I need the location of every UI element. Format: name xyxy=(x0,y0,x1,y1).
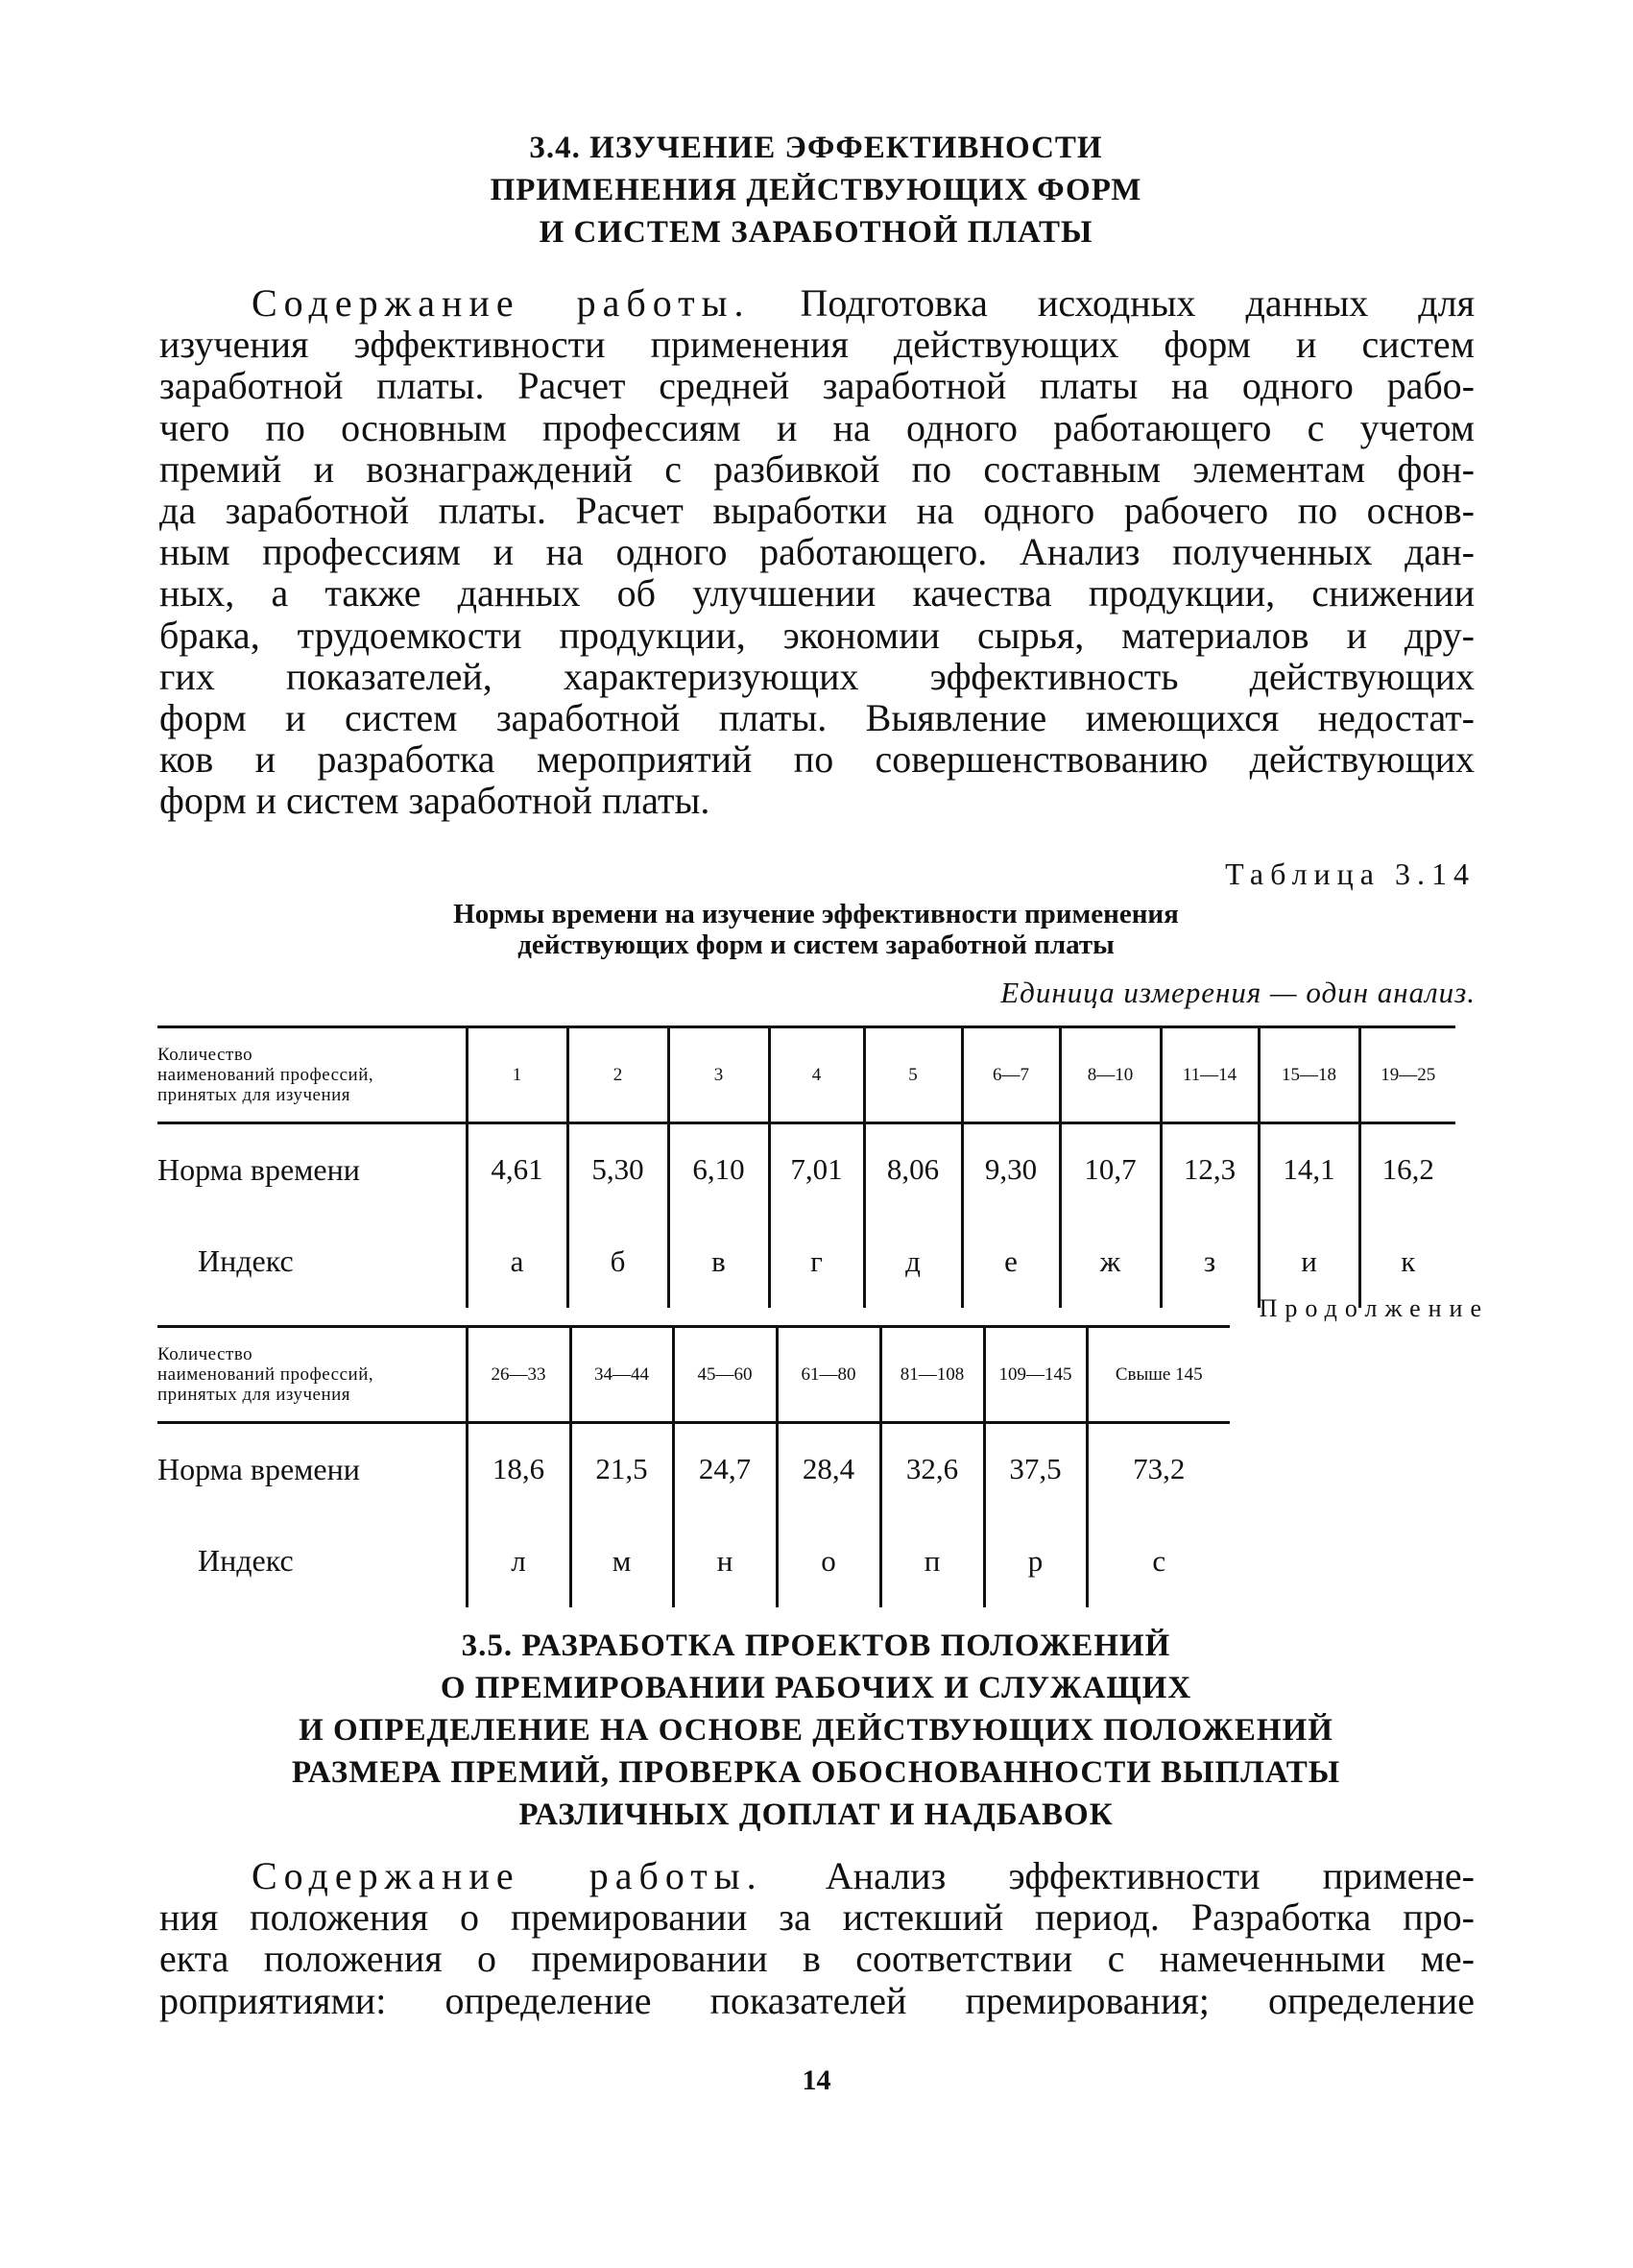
paragraph-line: ния положения о премировании за истекший период. Разработка про- xyxy=(159,1895,1475,1940)
table-cell: с xyxy=(1087,1515,1230,1607)
paragraph-line: екта положения о премировании в соответствии с намеченными ме- xyxy=(159,1937,1475,1981)
table-caption-line: Нормы времени на изучение эффективности применения xyxy=(453,899,1179,929)
row-header-norm: Норма времени xyxy=(157,1151,360,1187)
unit-note: Единица измерения — один анализ. xyxy=(1000,976,1476,1009)
table-cell: о xyxy=(777,1515,880,1607)
paragraph-line: Содержание работы. Анализ эффективности примене- xyxy=(252,1854,1475,1897)
table-cell: 26—33 xyxy=(467,1327,570,1423)
paragraph-line: гих показателей, характеризующих эффективность действующих xyxy=(159,654,1475,698)
section-3-4-title xyxy=(154,127,1478,253)
table-cell: ж xyxy=(1060,1216,1161,1308)
table-cell: 2 xyxy=(567,1027,668,1123)
table-cell: 5 xyxy=(864,1027,962,1123)
table-cell: г xyxy=(769,1216,864,1308)
table-cell: 109—145 xyxy=(984,1327,1087,1423)
table-caption xyxy=(288,899,1344,960)
table-cell: 28,4 xyxy=(777,1423,880,1515)
table-label: Таблица 3.14 xyxy=(1225,857,1476,891)
table-cell: 16,2 xyxy=(1359,1123,1455,1216)
table-cell: и xyxy=(1259,1216,1359,1308)
table-cell: 4,61 xyxy=(467,1123,567,1216)
table-cell: 73,2 xyxy=(1087,1423,1230,1515)
table-cell: л xyxy=(467,1515,570,1607)
table-row xyxy=(157,1027,1455,1123)
paragraph-line: форм и систем заработной платы. xyxy=(159,779,710,823)
table-cell: 3 xyxy=(668,1027,769,1123)
table-row xyxy=(157,1423,1230,1515)
paragraph-line: изучения эффективности применения действующих форм и систем xyxy=(159,323,1475,367)
table-row xyxy=(157,1515,1230,1607)
row-header-index: Индекс xyxy=(198,1543,294,1578)
section-title-line: О ПРЕМИРОВАНИИ РАБОЧИХ И СЛУЖАЩИХ xyxy=(440,1671,1192,1705)
paragraph-line: роприятиями: определение показателей премирования; определение xyxy=(159,1978,1475,2022)
row-header-count: Количество наименований профессий, принятых для изучения xyxy=(157,1027,467,1123)
table-cell: 6,10 xyxy=(668,1123,769,1216)
table-cell: н xyxy=(673,1515,777,1607)
table-cell: д xyxy=(864,1216,962,1308)
page-number: 14 xyxy=(802,2064,831,2096)
table-cell: 7,01 xyxy=(769,1123,864,1216)
norms-table-part2 xyxy=(157,1325,1230,1607)
paragraph-line: брака, трудоемкости продукции, экономии сырья, материалов и дру- xyxy=(159,613,1475,657)
table-cell: 24,7 xyxy=(673,1423,777,1515)
table-cell: 10,7 xyxy=(1060,1123,1161,1216)
row-header-count: Количество наименований профессий, принятых для изучения xyxy=(157,1327,467,1423)
table-cell: 81—108 xyxy=(880,1327,984,1423)
table-cell: 19—25 xyxy=(1359,1027,1455,1123)
table-cell: 1 xyxy=(467,1027,567,1123)
section-title-line: И СИСТЕМ ЗАРАБОТНОЙ ПЛАТЫ xyxy=(539,215,1093,250)
table-cell: 5,30 xyxy=(567,1123,668,1216)
paragraph-line: премий и вознаграждений с разбивкой по составным элементам фон- xyxy=(159,446,1475,491)
section-title-line: 3.5. РАЗРАБОТКА ПРОЕКТОВ ПОЛОЖЕНИЙ xyxy=(461,1629,1171,1663)
section-title-line: И ОПРЕДЕЛЕНИЕ НА ОСНОВЕ ДЕЙСТВУЮЩИХ ПОЛОЖЕНИЙ xyxy=(299,1713,1333,1748)
table-cell: Свыше 145 xyxy=(1087,1327,1230,1423)
paragraph-line: заработной платы. Расчет средней заработной платы на одного рабо- xyxy=(159,364,1475,408)
section-title-line: ПРИМЕНЕНИЯ ДЕЙСТВУЮЩИХ ФОРМ xyxy=(490,173,1142,207)
table-cell: р xyxy=(984,1515,1087,1607)
section-title-line: 3.4. ИЗУЧЕНИЕ ЭФФЕКТИВНОСТИ xyxy=(529,131,1103,165)
row-header-index: Индекс xyxy=(198,1243,294,1278)
table-cell: 15—18 xyxy=(1259,1027,1359,1123)
paragraph-line: Содержание работы. Подготовка исходных данных для xyxy=(252,281,1476,325)
table-row xyxy=(157,1327,1230,1423)
table-cell: 12,3 xyxy=(1161,1123,1259,1216)
table-cell: 14,1 xyxy=(1259,1123,1359,1216)
table-cell: 18,6 xyxy=(467,1423,570,1515)
section-3-4-paragraph xyxy=(159,282,1475,822)
table-caption-line: действующих форм и систем заработной платы xyxy=(517,929,1115,960)
table-cell: 45—60 xyxy=(673,1327,777,1423)
section-3-5-paragraph xyxy=(159,1855,1475,2021)
table-cell: 32,6 xyxy=(880,1423,984,1515)
row-header-norm: Норма времени xyxy=(157,1451,360,1486)
table-cell: з xyxy=(1161,1216,1259,1308)
table-cell: к xyxy=(1359,1216,1455,1308)
paragraph-lead: Содержание работы. xyxy=(252,281,751,325)
paragraph-line: ков и разработка мероприятий по совершенствованию действующих xyxy=(159,737,1475,782)
table-cell: 4 xyxy=(769,1027,864,1123)
table-cell: 61—80 xyxy=(777,1327,880,1423)
section-3-5-title xyxy=(154,1625,1478,1836)
table-cell: 21,5 xyxy=(570,1423,673,1515)
table-cell: 34—44 xyxy=(570,1327,673,1423)
norms-table-part1 xyxy=(157,1025,1455,1308)
paragraph-line: чего по основным профессиям и на одного работающего с учетом xyxy=(159,405,1475,449)
table-cell: а xyxy=(467,1216,567,1308)
paragraph-line: да заработной платы. Расчет выработки на одного рабочего по основ- xyxy=(159,489,1475,533)
table-cell: м xyxy=(570,1515,673,1607)
table-cell: в xyxy=(668,1216,769,1308)
paragraph-lead: Содержание работы. xyxy=(252,1854,763,1897)
table-cell: 8—10 xyxy=(1060,1027,1161,1123)
table-cell: б xyxy=(567,1216,668,1308)
section-title-line: РАЗМЕРА ПРЕМИЙ, ПРОВЕРКА ОБОСНОВАННОСТИ ВЫПЛАТЫ xyxy=(291,1755,1341,1790)
continuation-label: Продолжение xyxy=(1259,1294,1489,1322)
paragraph-line: ных, а также данных об улучшении качества продукции, снижении xyxy=(159,571,1475,615)
table-cell: 6—7 xyxy=(962,1027,1060,1123)
paragraph-line: форм и систем заработной платы. Выявление имеющихся недостат- xyxy=(159,696,1475,740)
table-cell: 9,30 xyxy=(962,1123,1060,1216)
table-cell: 37,5 xyxy=(984,1423,1087,1515)
section-title-line: РАЗЛИЧНЫХ ДОПЛАТ И НАДБАВОК xyxy=(518,1798,1114,1832)
table-cell: 8,06 xyxy=(864,1123,962,1216)
table-cell: 11—14 xyxy=(1161,1027,1259,1123)
table-cell: п xyxy=(880,1515,984,1607)
table-row xyxy=(157,1123,1455,1216)
paragraph-line: ным профессиям и на одного работающего. Анализ полученных дан- xyxy=(159,530,1475,574)
table-cell: е xyxy=(962,1216,1060,1308)
